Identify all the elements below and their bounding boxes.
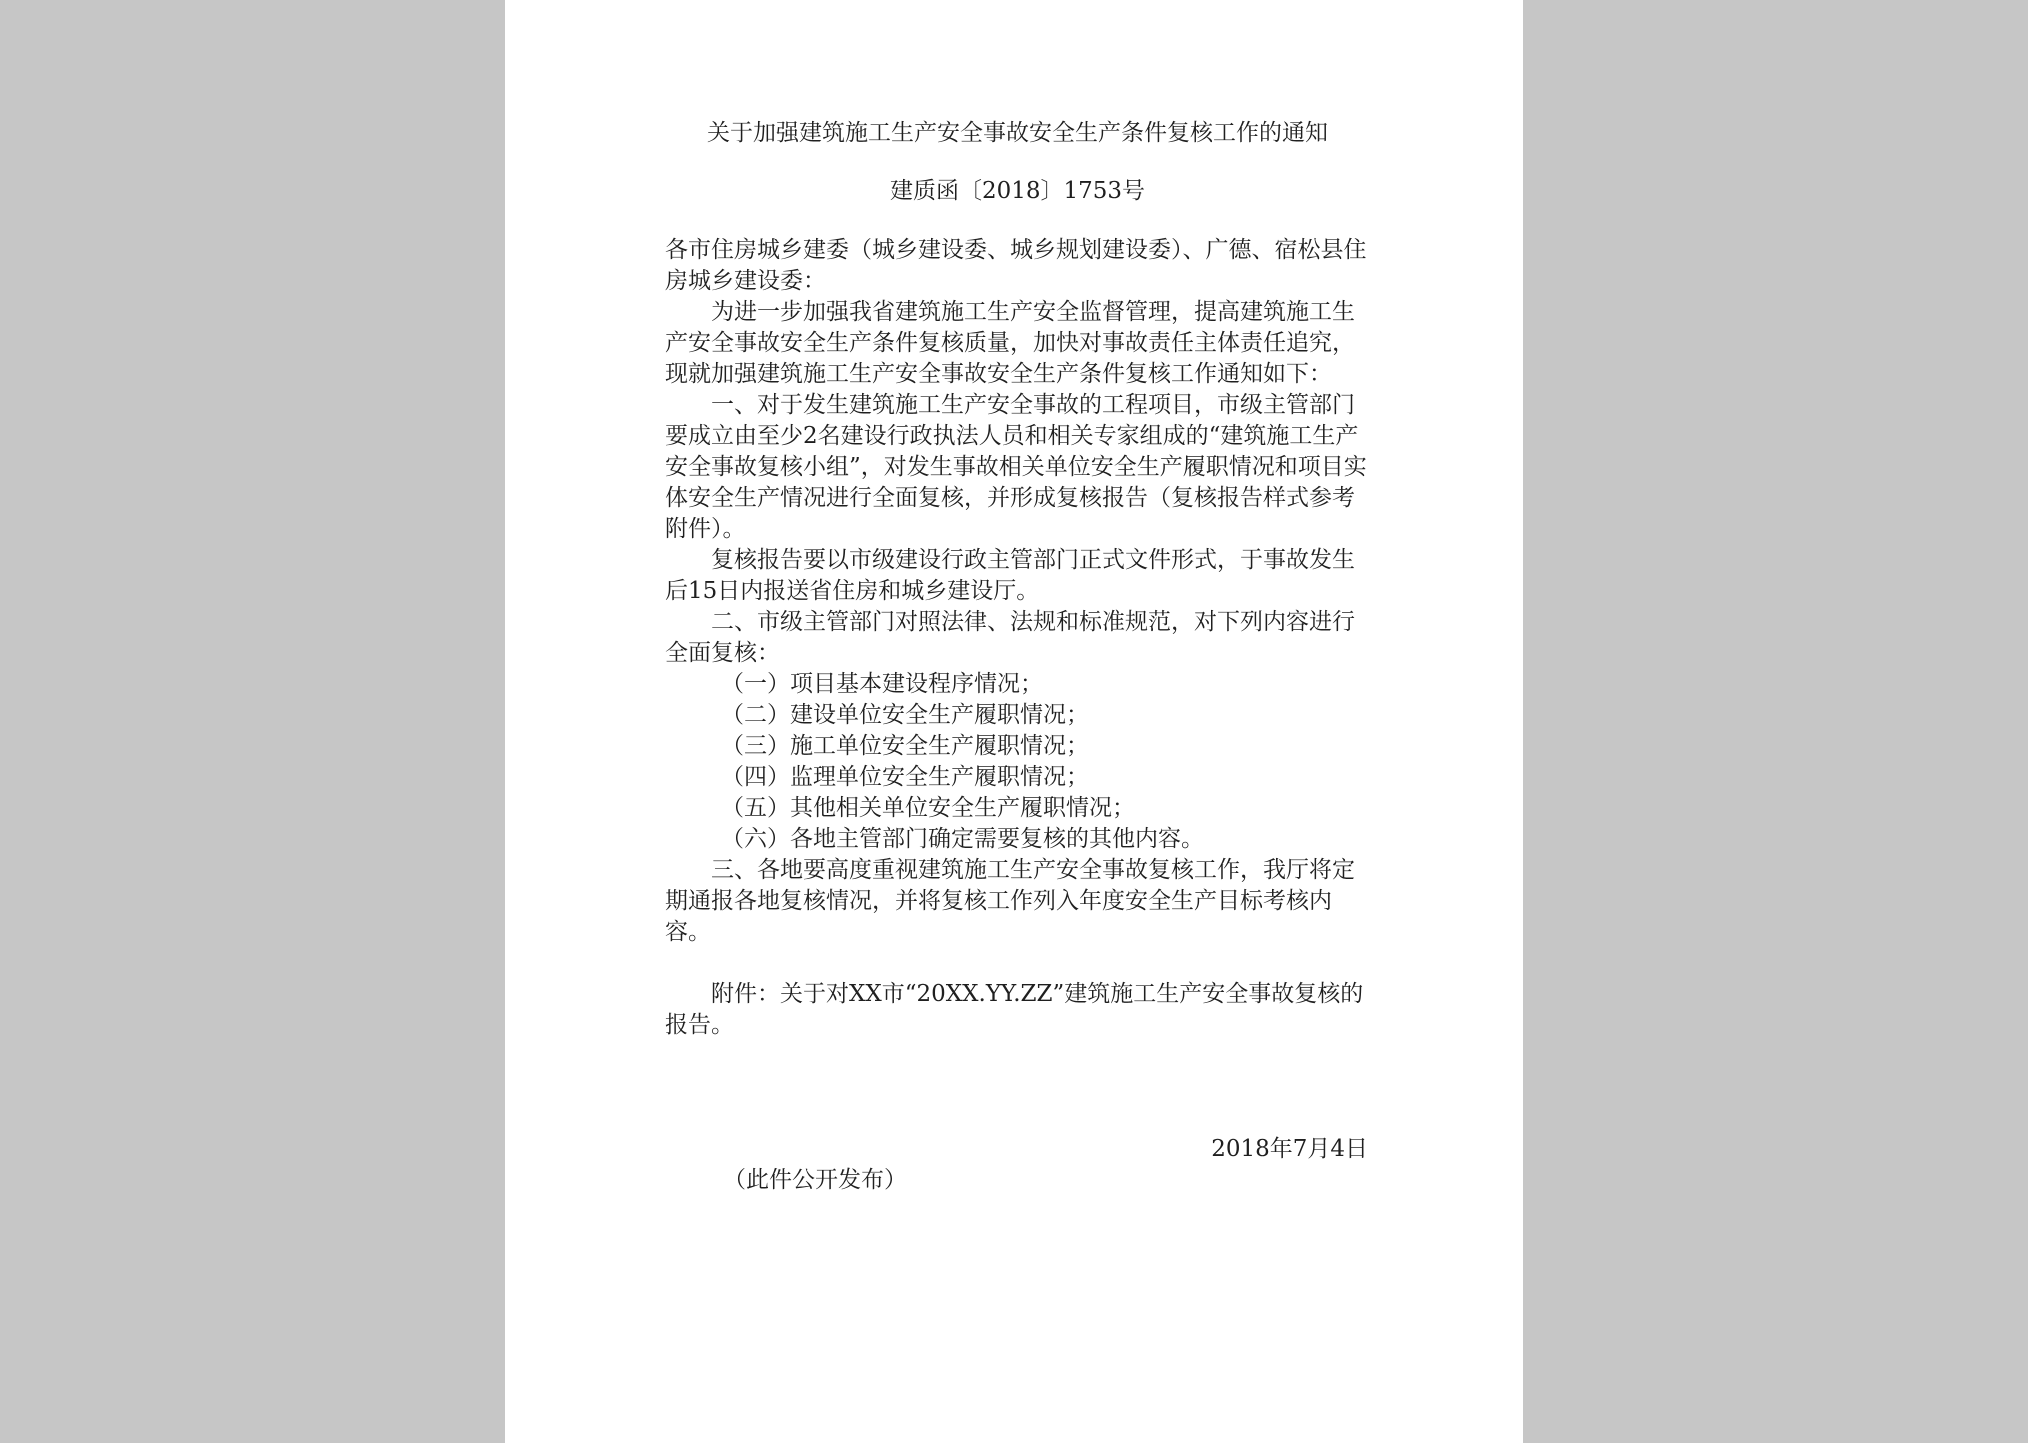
spacer bbox=[665, 1072, 1370, 1103]
list-item: （四）监理单位安全生产履职情况； bbox=[721, 764, 1089, 790]
spacer bbox=[665, 948, 1370, 979]
list-item: （二）建设单位安全生产履职情况； bbox=[721, 702, 1089, 728]
list-item: （六）各地主管部门确定需要复核的其他内容。 bbox=[721, 826, 1204, 852]
document-title: 关于加强建筑施工生产安全事故安全生产条件复核工作的通知 bbox=[707, 120, 1328, 146]
addressee: 各市住房城乡建委（城乡建设委、城乡规划建设委）、广德、宿松县住房城乡建设委： bbox=[665, 237, 1367, 294]
issue-date: 2018年7月4日 bbox=[1211, 1136, 1368, 1162]
paragraph-three: 三、各地要高度重视建筑施工生产安全事故复核工作，我厅将定期通报各地复核情况，并将复核工作列入年度安全生产目标考核内容。 bbox=[665, 857, 1355, 945]
attachment-line: 附件：关于对XX市“20XX.YY.ZZ”建筑施工生产安全事故复核的报告。 bbox=[665, 981, 1364, 1038]
list-item: （五）其他相关单位安全生产履职情况； bbox=[721, 795, 1135, 821]
paragraph-report-deadline: 复核报告要以市级建设行政主管部门正式文件形式，于事故发生后15日内报送省住房和城乡建设厅。 bbox=[665, 547, 1355, 604]
list-item: （三）施工单位安全生产履职情况； bbox=[721, 733, 1089, 759]
paragraph-intro: 为进一步加强我省建筑施工生产安全监督管理，提高建筑施工生产安全事故安全生产条件复核质量，加快对事故责任主体责任追究，现就加强建筑施工生产安全事故安全生产条件复核工作通知如下： bbox=[665, 299, 1355, 387]
document-page bbox=[505, 0, 1523, 1443]
document-body bbox=[665, 118, 1370, 1196]
spacer bbox=[665, 1103, 1370, 1134]
publication-note: （此件公开发布） bbox=[723, 1167, 907, 1193]
paragraph-two: 二、市级主管部门对照法律、法规和标准规范，对下列内容进行全面复核： bbox=[665, 609, 1355, 666]
document-number: 建质函〔2018〕1753号 bbox=[889, 178, 1146, 204]
paragraph-one: 一、对于发生建筑施工生产安全事故的工程项目，市级主管部门要成立由至少2名建设行政执法人员和相关专家组成的“建筑施工生产安全事故复核小组”，对发生事故相关单位安全生产履职情况和项目实体安全生产情况进行全面复核，并形成复核报告（复核报告样式参考附件）。 bbox=[665, 392, 1367, 542]
spacer bbox=[665, 1041, 1370, 1072]
list-item: （一）项目基本建设程序情况； bbox=[721, 671, 1043, 697]
